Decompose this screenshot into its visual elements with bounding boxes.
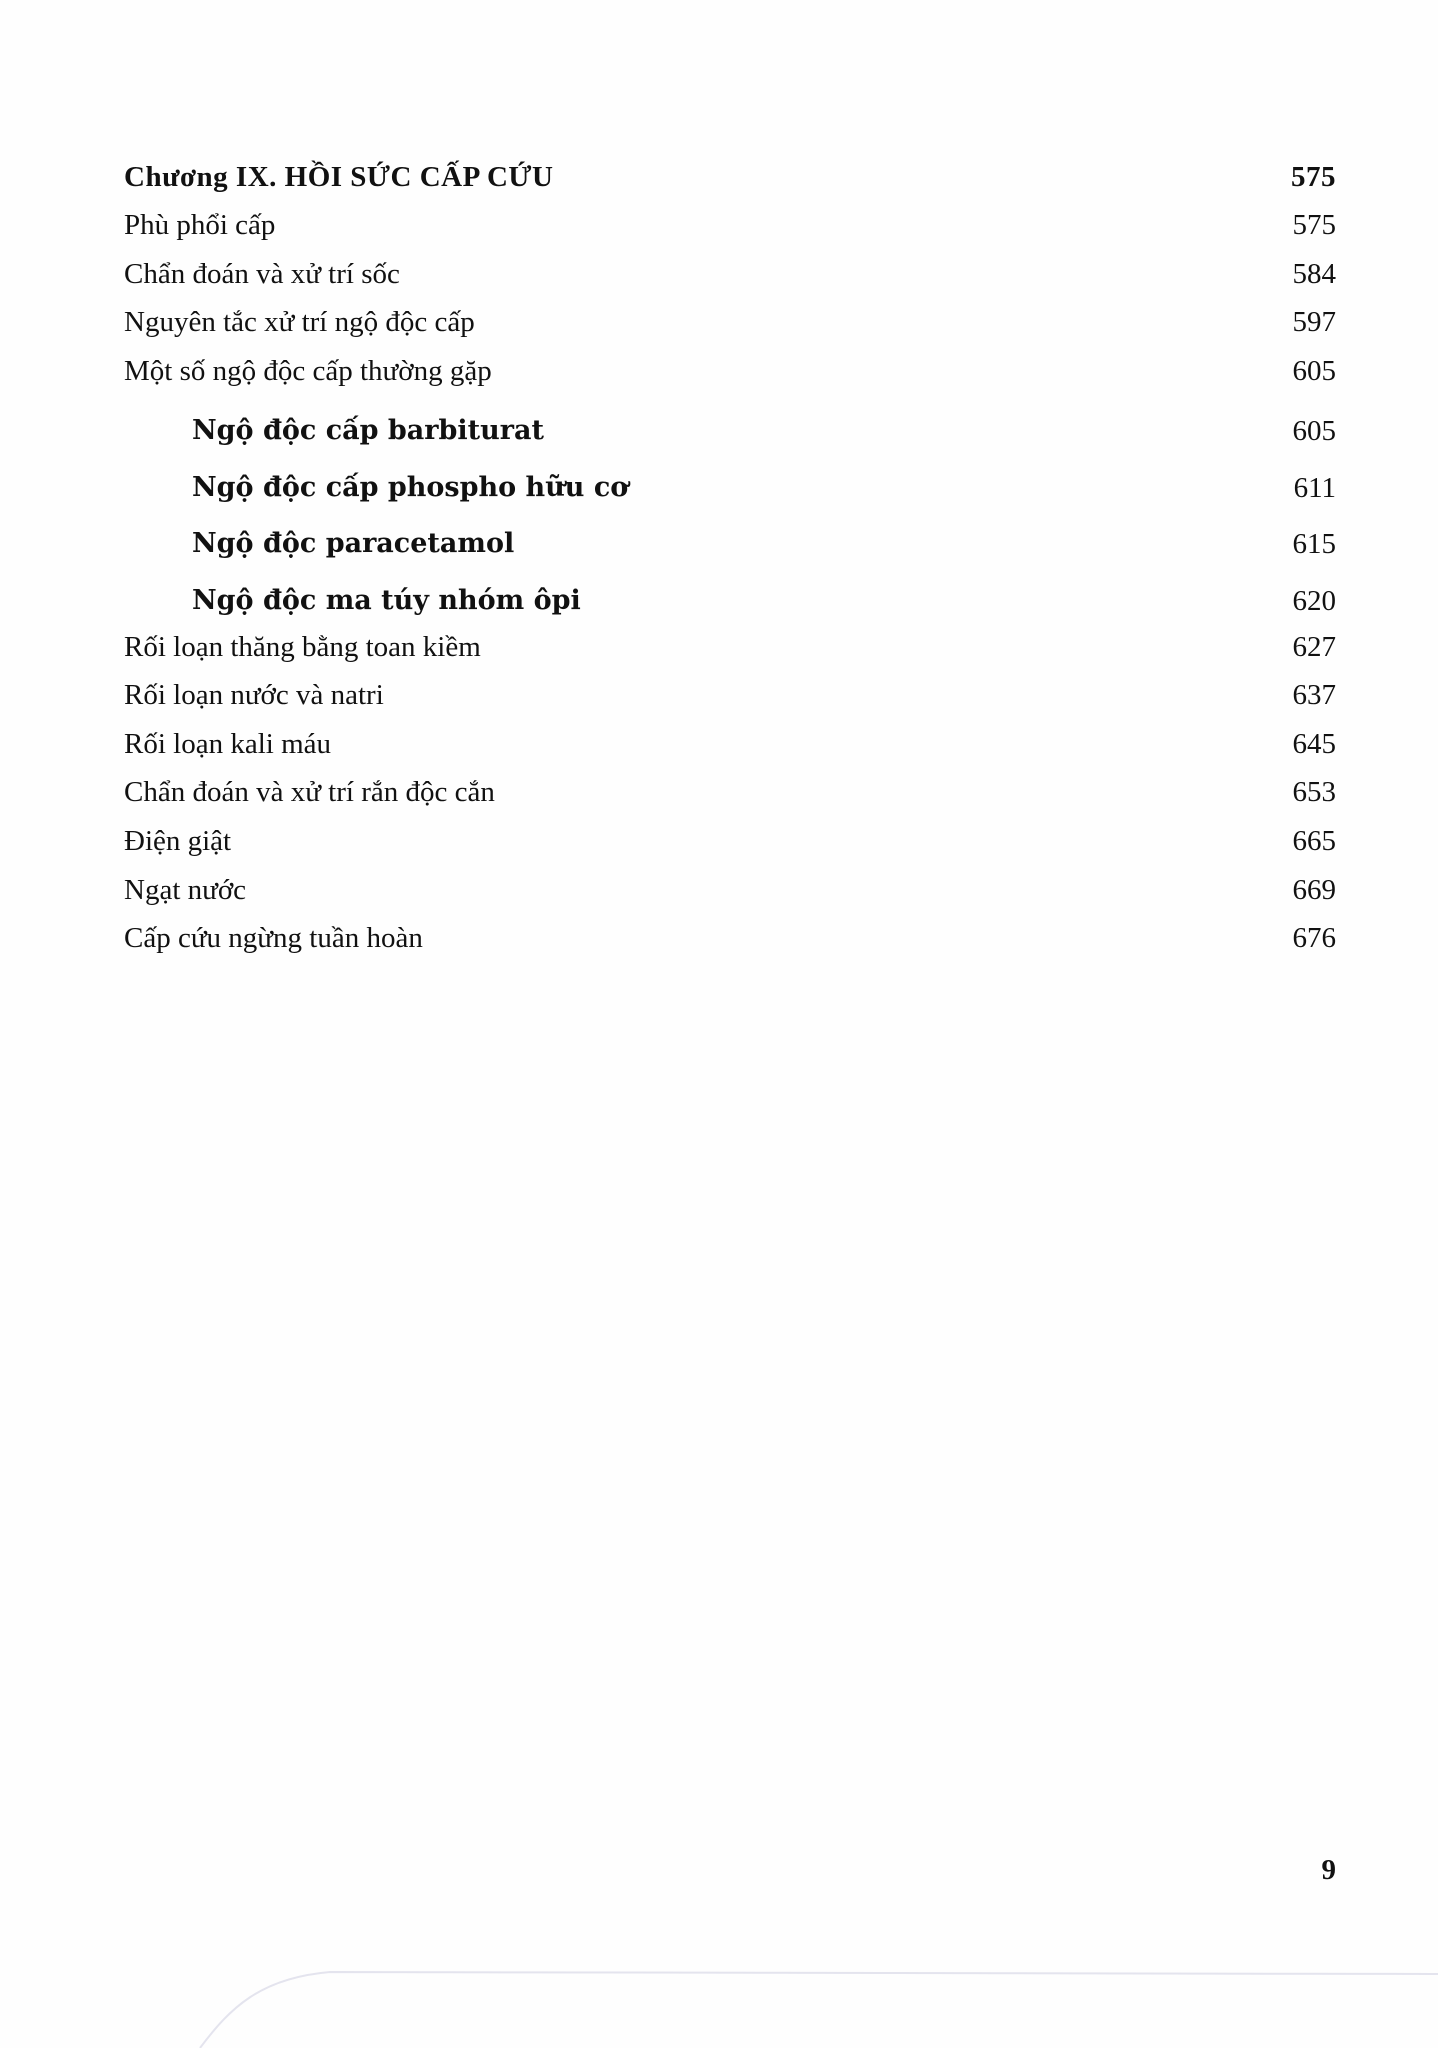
toc-entry-page: 669 [1292, 873, 1336, 906]
toc-entry-page: 645 [1292, 727, 1336, 760]
toc-subentry [124, 402, 1336, 459]
toc-entry [124, 208, 1336, 257]
toc-entry-page: 597 [1292, 306, 1336, 339]
toc-entry [124, 630, 1336, 679]
toc-subentry-title: Ngộ độc paracetamol [192, 528, 515, 560]
toc-subentry-title: Ngộ độc ma túy nhóm ôpi [192, 585, 581, 617]
toc-entry-page: 605 [1292, 354, 1336, 387]
toc-subentry-title: Ngộ độc cấp phospho hữu cơ [192, 471, 629, 503]
toc-entry [124, 775, 1336, 824]
toc-entry [124, 727, 1336, 776]
toc-chapter-heading [124, 160, 1336, 208]
toc-subentry-page: 605 [1292, 414, 1336, 447]
toc-entry-title: Nguyên tắc xử trí ngộ độc cấp [124, 306, 475, 339]
page-curl-shadow [0, 1958, 1438, 2048]
toc-subentry-page: 615 [1292, 528, 1336, 561]
toc-entry-title: Rối loạn thăng bằng toan kiềm [124, 630, 481, 663]
toc-entry [124, 824, 1336, 873]
toc-subentry-title: Ngộ độc cấp barbiturat [192, 414, 544, 446]
toc-entry-title: Chẩn đoán và xử trí rắn độc cắn [124, 776, 495, 809]
toc-entry-page: 653 [1292, 776, 1336, 809]
toc-entry-title: Điện giật [124, 824, 232, 857]
toc-entry-title: Phù phổi cấp [124, 209, 276, 241]
toc-subentry [124, 459, 1336, 516]
table-of-contents [124, 160, 1336, 970]
toc-entry [124, 354, 1336, 403]
toc-entry-title: Chẩn đoán và xử trí sốc [124, 257, 400, 290]
toc-subentry-page: 611 [1293, 471, 1336, 504]
toc-entry [124, 873, 1336, 922]
toc-entry-title: Rối loạn nước và natri [124, 679, 384, 712]
toc-entry [124, 678, 1336, 727]
toc-entry-page: 627 [1292, 630, 1336, 663]
toc-entry [124, 305, 1336, 354]
toc-entry-title: Cấp cứu ngừng tuần hoàn [124, 922, 423, 955]
toc-entry [124, 257, 1336, 306]
toc-entry [124, 921, 1336, 970]
toc-chapter-title: Chương IX. HỒI SỨC CẤP CỨU [124, 161, 554, 193]
toc-subentry [124, 573, 1336, 630]
page-number: 9 [1321, 1854, 1336, 1886]
toc-entry-page: 665 [1292, 824, 1336, 857]
toc-entry-title: Rối loạn kali máu [124, 727, 331, 760]
toc-chapter-page: 575 [1291, 161, 1336, 193]
toc-subentry [124, 516, 1336, 573]
toc-entry-page: 575 [1292, 209, 1336, 241]
toc-subentry-page: 620 [1292, 585, 1336, 618]
toc-entry-title: Một số ngộ độc cấp thường gặp [124, 354, 492, 387]
toc-entry-title: Ngạt nước [124, 873, 247, 906]
toc-entry-page: 676 [1292, 922, 1336, 955]
toc-entry-page: 584 [1292, 257, 1336, 290]
toc-entry-page: 637 [1292, 679, 1336, 712]
